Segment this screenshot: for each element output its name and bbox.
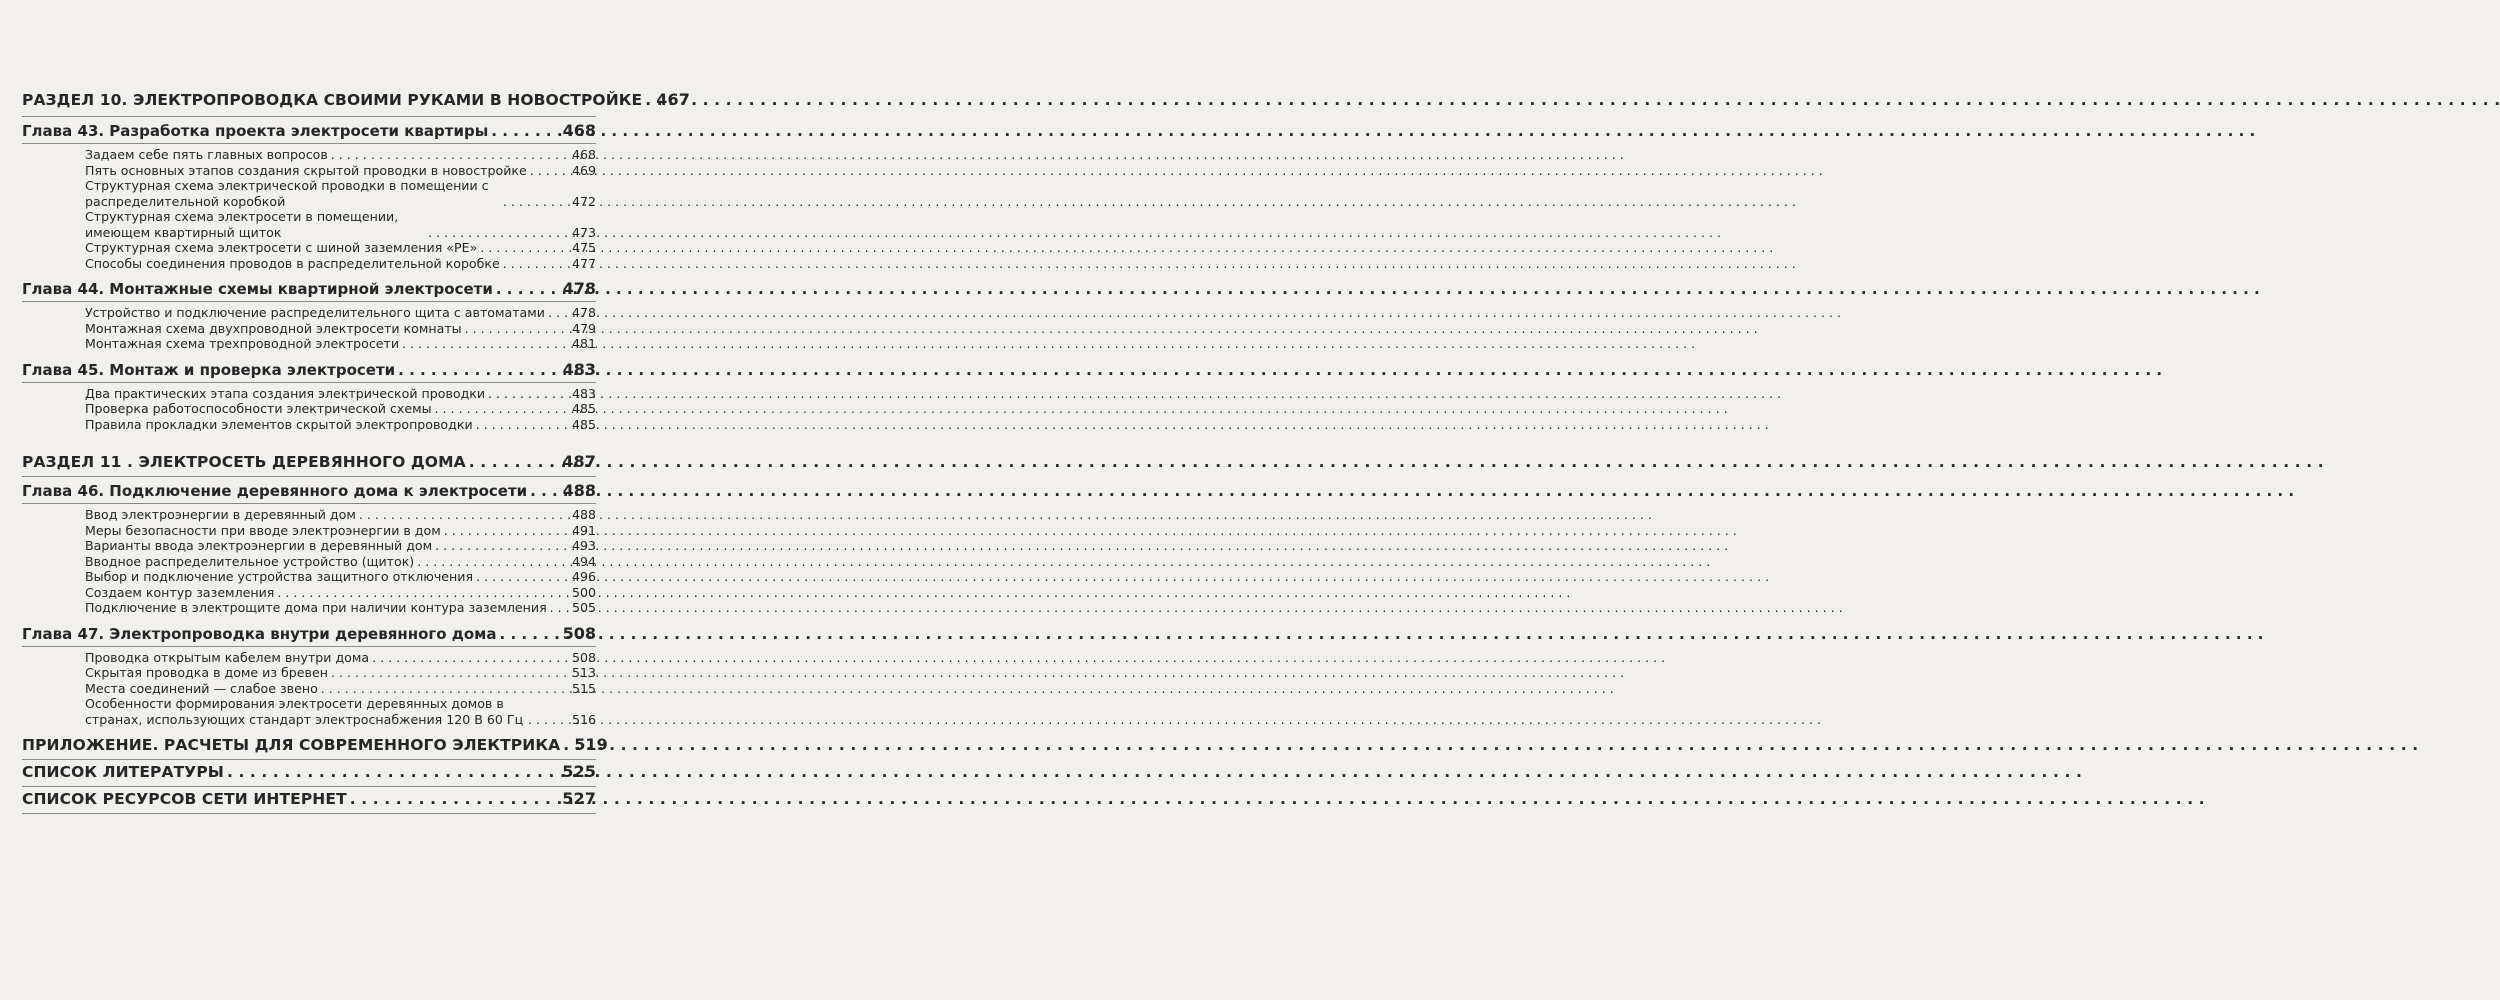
toc-item: Вводное распределительное устройство (щиток) . . . 494: [22, 554, 596, 570]
chapter-page: 468: [562, 121, 596, 140]
chapter-page: 488: [562, 481, 596, 500]
table-of-contents: [22, 90, 690, 814]
divider: [22, 301, 596, 302]
toc-section: [22, 452, 596, 476]
divider: [22, 143, 596, 144]
chapter-title: Глава 43. Разработка проекта электросети квартиры: [22, 122, 489, 140]
section-title: РАЗДЕЛ 10. ЭЛЕКТРОПРОВОДКА СВОИМИ РУКАМИ В НОВОСТРОЙКЕ: [22, 91, 643, 109]
chapter-title: Глава 47. Электропроводка внутри деревянного дома: [22, 624, 497, 643]
toc-bibliography: СПИСОК ЛИТЕРАТУРЫ . . . 525: [22, 762, 596, 786]
toc-internet-resources: СПИСОК РЕСУРСОВ СЕТИ ИНТЕРНЕТ . . . 527: [22, 789, 596, 813]
toc-item: Проверка работоспособности электрической схемы . . . 485: [22, 401, 596, 417]
toc-item: Структурная схема электросети в помещении, имеющем квартирный щиток . . . 473: [22, 209, 596, 240]
divider: [22, 382, 596, 383]
chapter-title: Глава 46. Подключение деревянного дома к электросети: [22, 482, 528, 500]
section-page: 467: [656, 90, 690, 109]
toc-item: Скрытая проводка в доме из бревен . . . 513: [22, 665, 596, 681]
toc-item: Монтажная схема трехпроводной электросети . . . 481: [22, 336, 596, 352]
divider: [22, 759, 596, 760]
toc-item: Структурная схема электрической проводки в помещении с распределительной коробкой . . . 472: [22, 178, 596, 209]
chapter-title: Глава 45. Монтаж и проверка электросети: [22, 360, 396, 379]
toc-chapter: [22, 360, 596, 382]
divider: [22, 116, 596, 117]
toc-section: [22, 90, 690, 116]
toc-item: Устройство и подключение распределительного щита с автоматами . . . 478: [22, 305, 596, 321]
toc-item: Два практических этапа создания электрической проводки . . . 483: [22, 386, 596, 402]
book-page: [0, 0, 690, 1000]
toc-chapter: [22, 279, 596, 301]
toc-item: Правила прокладки элементов скрытой электропроводки . . . 485: [22, 417, 596, 433]
divider: [22, 476, 596, 477]
divider: [22, 646, 596, 647]
toc-item: Подключение в электрощите дома при наличии контура заземления . . . 505: [22, 600, 596, 616]
toc-appendix: ПРИЛОЖЕНИЕ. РАСЧЕТЫ ДЛЯ СОВРЕМЕННОГО ЭЛЕКТРИКА . . . 519: [22, 735, 596, 759]
divider: [22, 503, 596, 504]
toc-item: Задаем себе пять главных вопросов . . . 468: [22, 147, 596, 163]
toc-item: Создаем контур заземления . . . 500: [22, 585, 596, 601]
toc-chapter: [22, 121, 596, 143]
toc-item: Проводка открытым кабелем внутри дома . . . 508: [22, 650, 596, 666]
toc-item: Меры безопасности при вводе электроэнергии в дом . . . 491: [22, 523, 596, 539]
toc-chapter: [22, 481, 596, 503]
divider: [22, 786, 596, 787]
divider: [22, 813, 596, 814]
toc-item: Особенности формирования электросети деревянных домов в странах, использующих стандарт электроснабжения 120 В 60 Гц . . . 516: [22, 696, 596, 727]
toc-item: Выбор и подключение устройства защитного отключения . . . 496: [22, 569, 596, 585]
chapter-page: 478: [562, 279, 596, 298]
chapter-page: 508: [562, 623, 596, 643]
chapter-title: Глава 44. Монтажные схемы квартирной электросети: [22, 280, 493, 298]
section-title: РАЗДЕЛ 11 . ЭЛЕКТРОСЕТЬ ДЕРЕВЯННОГО ДОМА: [22, 453, 466, 471]
toc-item: Способы соединения проводов в распределительной коробке . . . 477: [22, 256, 596, 272]
section-page: 487: [562, 452, 596, 471]
toc-item: Монтажная схема двухпроводной электросети комнаты . . . 479: [22, 321, 596, 337]
toc-item: Структурная схема электросети с шиной заземления «PE» . . . 475: [22, 240, 596, 256]
toc-chapter: [22, 624, 596, 646]
toc-item: Пять основных этапов создания скрытой проводки в новостройке . . . 469: [22, 163, 596, 179]
chapter-page: 483: [562, 359, 596, 379]
toc-item: Ввод электроэнергии в деревянный дом . . . 488: [22, 507, 596, 523]
toc-item: Места соединений — слабое звено . . . 515: [22, 681, 596, 697]
toc-item: Варианты ввода электроэнергии в деревянный дом . . . 493: [22, 538, 596, 554]
